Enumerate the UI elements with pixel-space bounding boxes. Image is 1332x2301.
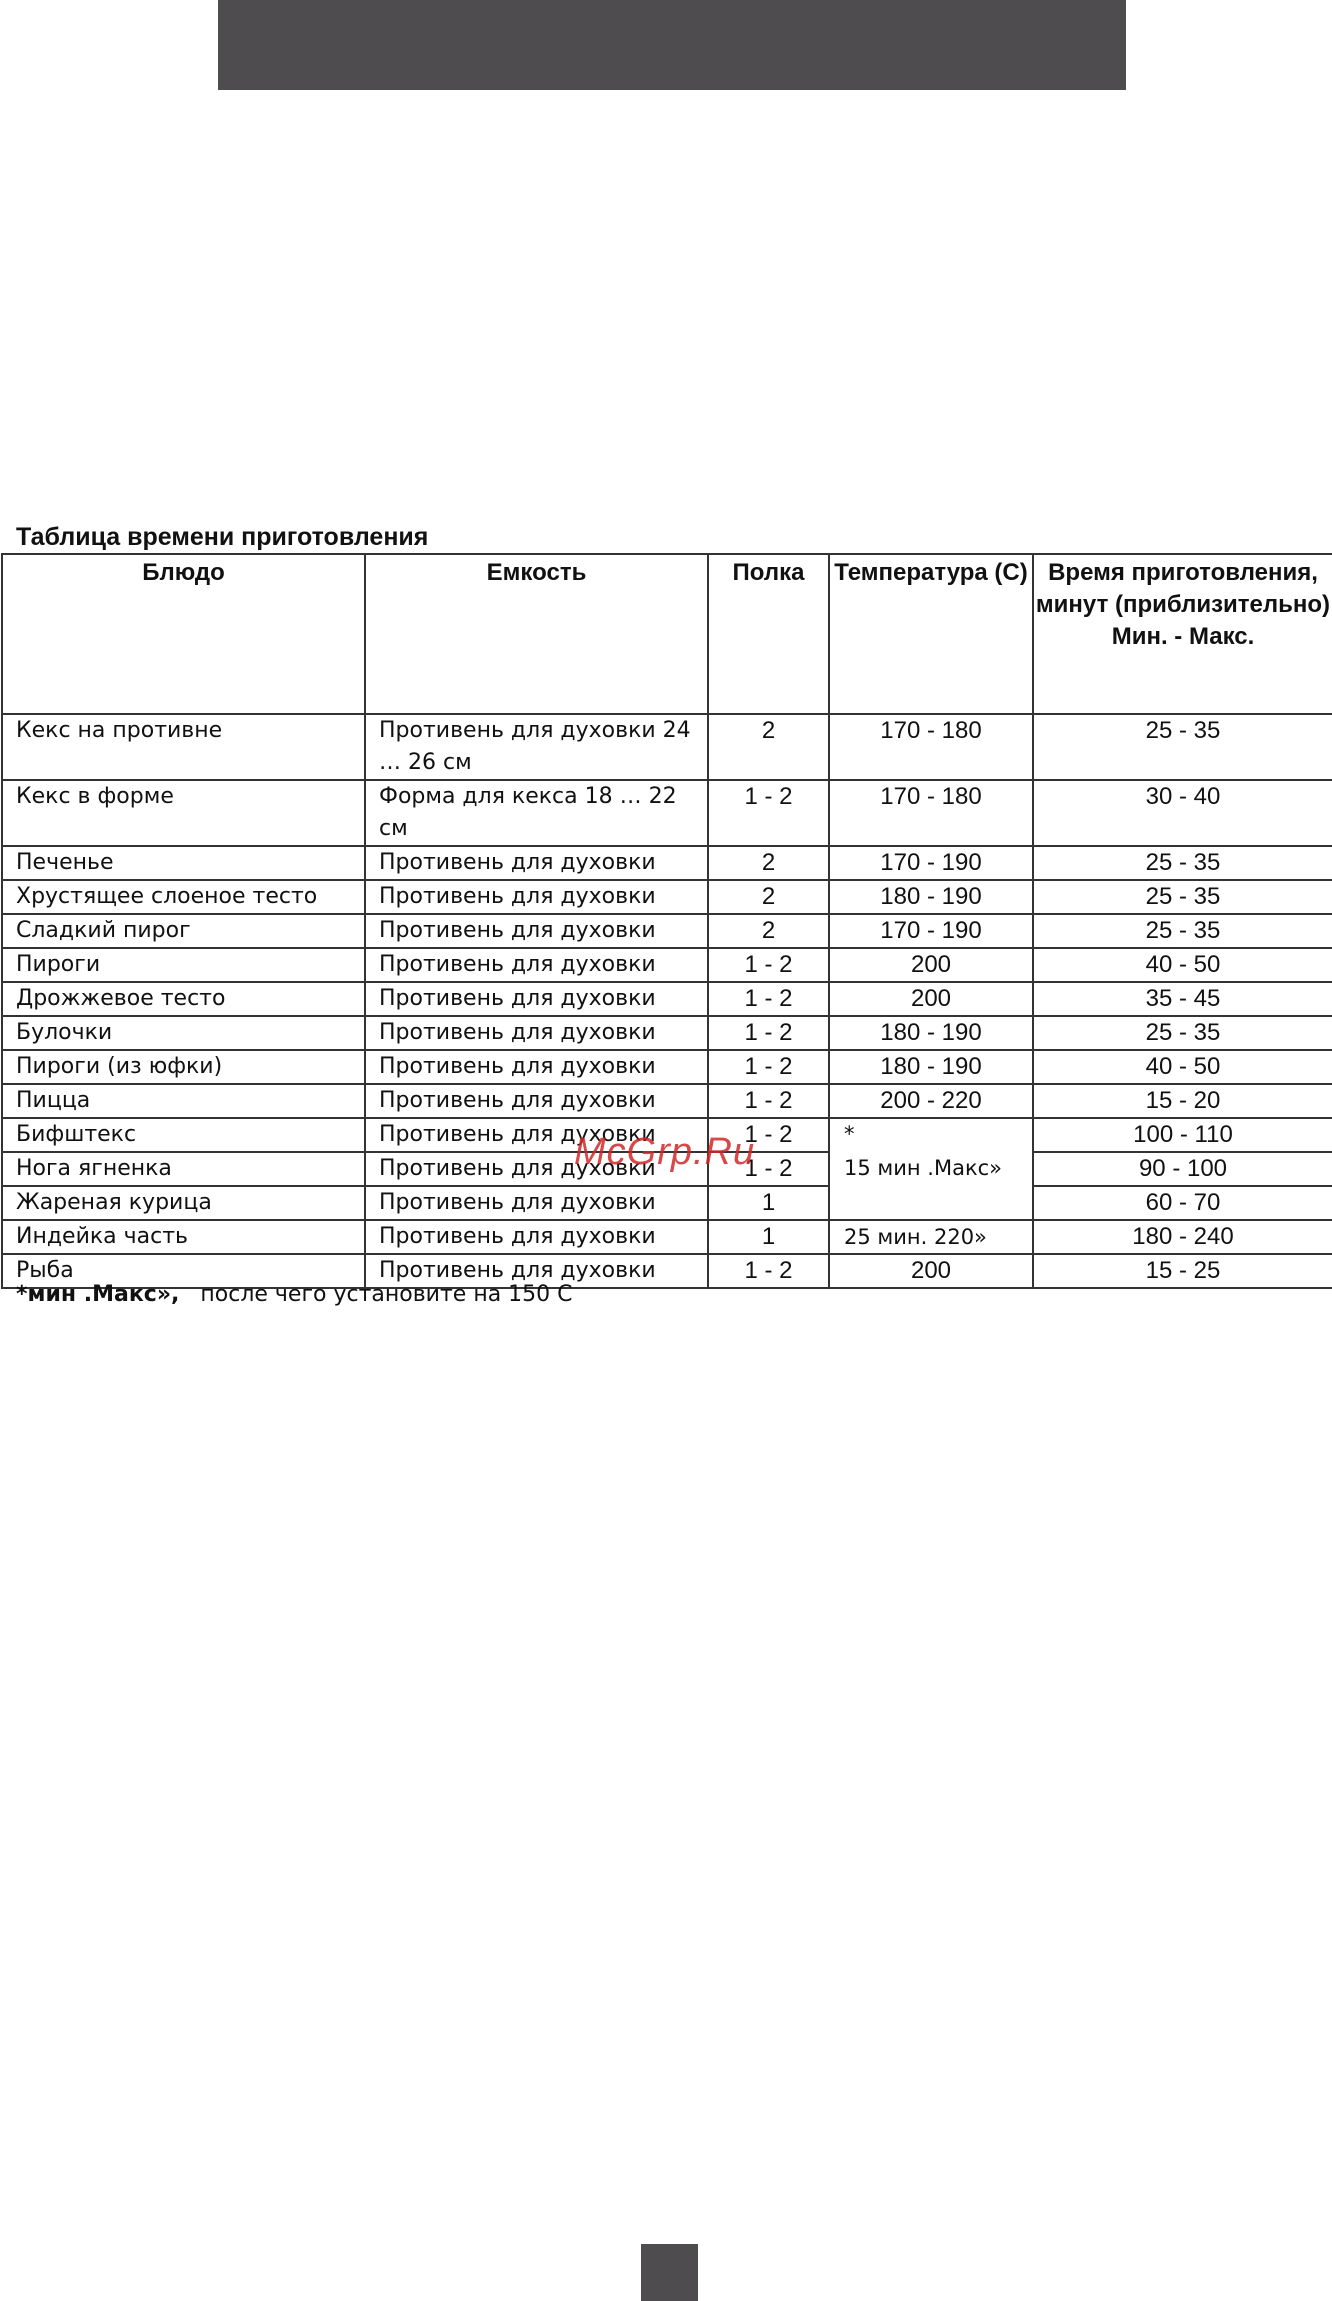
temp-cell: 200	[829, 948, 1033, 982]
temp-cell: 200	[829, 1254, 1033, 1288]
temp-cell: 170 - 180	[829, 714, 1033, 780]
footnote	[16, 1280, 573, 1310]
time-cell: 15 - 25	[1033, 1254, 1332, 1288]
dish-cell: Жареная курица	[2, 1186, 365, 1220]
dish-cell: Пицца	[2, 1084, 365, 1118]
table-row	[2, 1220, 1332, 1254]
header-bar	[218, 0, 1126, 90]
dish-cell: Пироги (из юфки)	[2, 1050, 365, 1084]
temp-cell: 170 - 190	[829, 846, 1033, 880]
table-row	[2, 948, 1332, 982]
dish-cell: Сладкий пирог	[2, 914, 365, 948]
time-cell: 25 - 35	[1033, 880, 1332, 914]
shelf-cell: 1 - 2	[708, 1118, 829, 1152]
container-cell: Противень для духовки	[365, 846, 708, 880]
temp-cell: 200	[829, 982, 1033, 1016]
time-cell: 60 - 70	[1033, 1186, 1332, 1220]
dish-cell: Печенье	[2, 846, 365, 880]
time-cell: 15 - 20	[1033, 1084, 1332, 1118]
footnote-rest: после чего установите на 150 С	[179, 1282, 573, 1307]
container-cell: Противень для духовки	[365, 948, 708, 982]
container-cell: Противень для духовки 24 … 26 см	[365, 714, 708, 780]
shelf-cell: 1 - 2	[708, 982, 829, 1016]
shelf-cell: 1	[708, 1186, 829, 1220]
dish-cell: Бифштекс	[2, 1118, 365, 1152]
merged-temp-star: *	[844, 1122, 855, 1146]
header-shelf: Полка	[708, 554, 829, 714]
dish-cell: Кекс на противне	[2, 714, 365, 780]
merged-temp-text: 15 мин .Макс»	[844, 1156, 1003, 1180]
temp-cell: 170 - 180	[829, 780, 1033, 846]
shelf-cell: 2	[708, 914, 829, 948]
time-cell: 25 - 35	[1033, 914, 1332, 948]
table-row	[2, 1050, 1332, 1084]
container-cell: Противень для духовки	[365, 1050, 708, 1084]
shelf-cell: 1 - 2	[708, 1152, 829, 1186]
time-cell: 40 - 50	[1033, 948, 1332, 982]
table-row	[2, 914, 1332, 948]
shelf-cell: 1 - 2	[708, 780, 829, 846]
dish-cell: Кекс в форме	[2, 780, 365, 846]
container-cell: Противень для духовки	[365, 880, 708, 914]
time-cell: 100 - 110	[1033, 1118, 1332, 1152]
header-time: Время приготовления, минут (приблизительно) Мин. - Макс.	[1033, 554, 1332, 714]
temp-cell: 180 - 190	[829, 880, 1033, 914]
watermark: McGrp.Ru	[574, 1131, 756, 1173]
dish-cell: Индейка часть	[2, 1220, 365, 1254]
merged-temp-cell	[829, 1118, 1033, 1220]
time-cell: 180 - 240	[1033, 1220, 1332, 1254]
temp-cell: 170 - 190	[829, 914, 1033, 948]
container-cell: Противень для духовки	[365, 1186, 708, 1220]
cooking-time-table	[1, 553, 1332, 1289]
temp-cell: 180 - 190	[829, 1016, 1033, 1050]
header-dish: Блюдо	[2, 554, 365, 714]
shelf-cell: 2	[708, 880, 829, 914]
table-row	[2, 1084, 1332, 1118]
shelf-cell: 2	[708, 714, 829, 780]
header-temperature: Температура (С)	[829, 554, 1033, 714]
container-cell: Противень для духовки	[365, 1084, 708, 1118]
table-row	[2, 714, 1332, 780]
table-header-row	[2, 554, 1332, 714]
time-cell: 25 - 35	[1033, 714, 1332, 780]
table-row	[2, 1186, 1332, 1220]
dish-cell: Рыба	[2, 1254, 365, 1288]
time-cell: 25 - 35	[1033, 846, 1332, 880]
table-row	[2, 846, 1332, 880]
dish-cell: Хрустящее слоеное тесто	[2, 880, 365, 914]
dish-cell: Дрожжевое тесто	[2, 982, 365, 1016]
page-marker	[641, 2244, 698, 2301]
temp-cell: 25 мин. 220»	[829, 1220, 1033, 1254]
time-cell: 25 - 35	[1033, 1016, 1332, 1050]
temp-cell: 200 - 220	[829, 1084, 1033, 1118]
table-row	[2, 1016, 1332, 1050]
shelf-cell: 1 - 2	[708, 1050, 829, 1084]
dish-cell: Булочки	[2, 1016, 365, 1050]
header-container: Емкость	[365, 554, 708, 714]
shelf-cell: 2	[708, 846, 829, 880]
temp-cell: 180 - 190	[829, 1050, 1033, 1084]
container-cell: Противень для духовки	[365, 1254, 708, 1288]
container-cell: Противень для духовки	[365, 1016, 708, 1050]
footnote-bold: *мин .Макс»,	[16, 1282, 180, 1307]
shelf-cell: 1	[708, 1220, 829, 1254]
container-cell: Форма для кекса 18 … 22 см	[365, 780, 708, 846]
container-cell: Противень для духовки	[365, 1118, 708, 1152]
container-cell: Противень для духовки	[365, 914, 708, 948]
shelf-cell: 1 - 2	[708, 1254, 829, 1288]
table-row	[2, 880, 1332, 914]
shelf-cell: 1 - 2	[708, 948, 829, 982]
shelf-cell: 1 - 2	[708, 1016, 829, 1050]
container-cell: Противень для духовки	[365, 982, 708, 1016]
container-cell: Противень для духовки	[365, 1220, 708, 1254]
table-title: Таблица времени приготовления	[16, 523, 429, 551]
shelf-cell: 1 - 2	[708, 1084, 829, 1118]
dish-cell: Нога ягненка	[2, 1152, 365, 1186]
time-cell: 35 - 45	[1033, 982, 1332, 1016]
container-cell: Противень для духовки	[365, 1152, 708, 1186]
time-cell: 40 - 50	[1033, 1050, 1332, 1084]
table-row	[2, 982, 1332, 1016]
dish-cell: Пироги	[2, 948, 365, 982]
time-cell: 90 - 100	[1033, 1152, 1332, 1186]
table-row	[2, 780, 1332, 846]
time-cell: 30 - 40	[1033, 780, 1332, 846]
